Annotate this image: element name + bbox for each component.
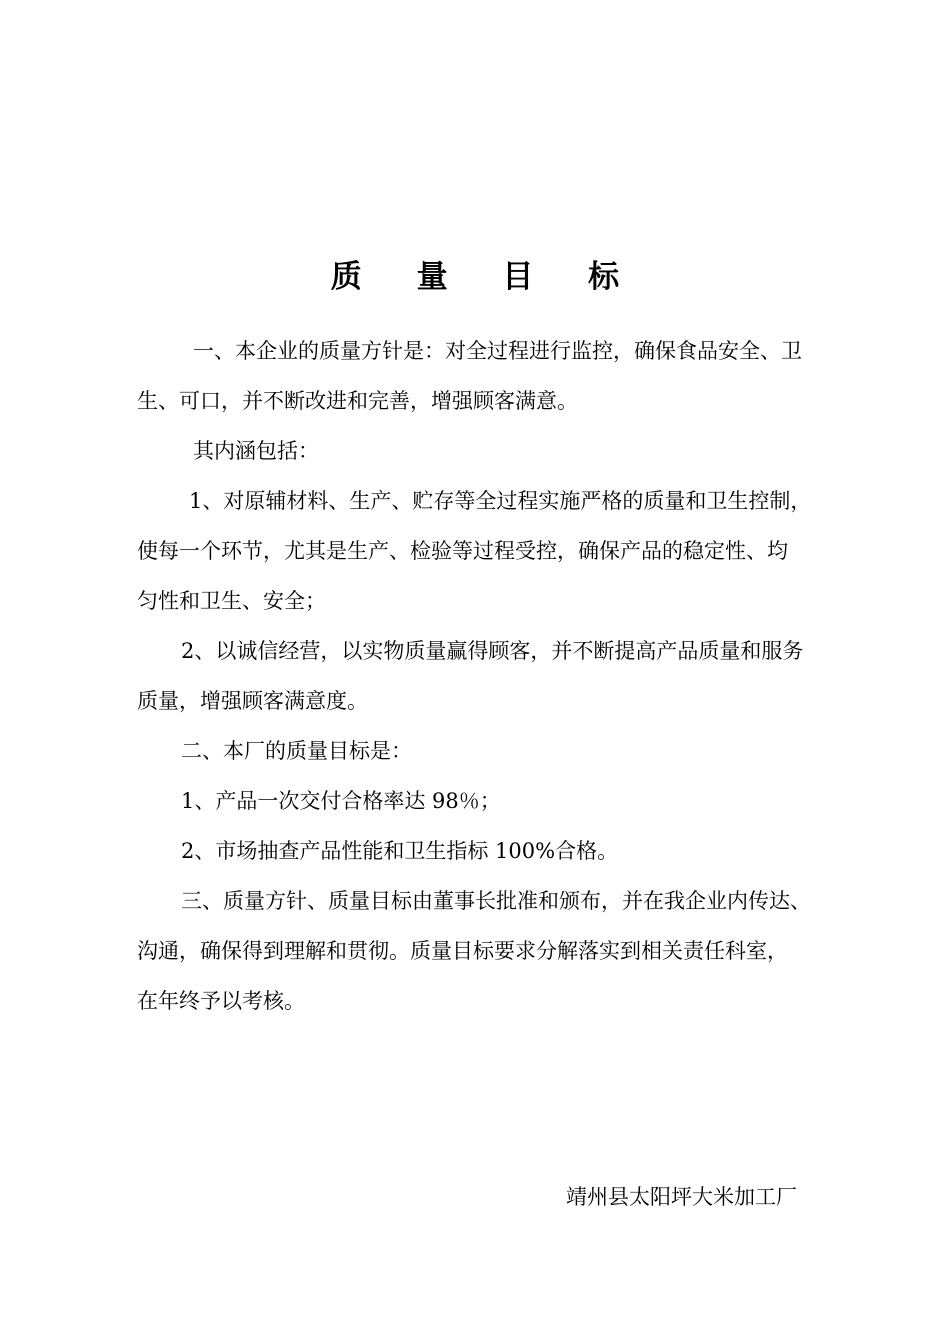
objectives-heading: 二、本厂的质量目标是： — [181, 739, 412, 763]
approval-line-3: 在年终予以考核。 — [137, 989, 305, 1013]
connotation-item-1-line-2: 使每一个环节，尤其是生产、检验等过程受控，确保产品的稳定性、均 — [137, 539, 788, 563]
page-title: 质 量 目 标 — [330, 259, 642, 295]
connotation-heading: 其内涵包括： — [193, 439, 319, 463]
connotation-item-2-line-2: 质量，增强顾客满意度。 — [137, 689, 368, 713]
objective-item-1: 1、产品一次交付合格率达 98％； — [181, 789, 501, 813]
policy-line-2: 生、可口，并不断改进和完善，增强顾客满意。 — [137, 389, 578, 413]
connotation-item-1-line-1: 1、对原辅材料、生产、贮存等全过程实施严格的质量和卫生控制， — [189, 489, 812, 513]
connotation-item-1-line-3: 匀性和卫生、安全； — [137, 589, 326, 613]
approval-line-2: 沟通，确保得到理解和贯彻。质量目标要求分解落实到相关责任科室， — [137, 939, 788, 963]
signature: 靖州县太阳坪大米加工厂 — [566, 1185, 797, 1209]
policy-line-1: 一、本企业的质量方针是：对全过程进行监控，确保食品安全、卫 — [193, 339, 802, 363]
objective-item-2: 2、市场抽查产品性能和卫生指标 100%合格。 — [181, 839, 619, 863]
connotation-item-2-line-1: 2、以诚信经营，以实物质量赢得顾客，并不断提高产品质量和服务 — [181, 639, 804, 663]
approval-line-1: 三、质量方针、质量目标由董事长批准和颁布，并在我企业内传达、 — [181, 889, 811, 913]
